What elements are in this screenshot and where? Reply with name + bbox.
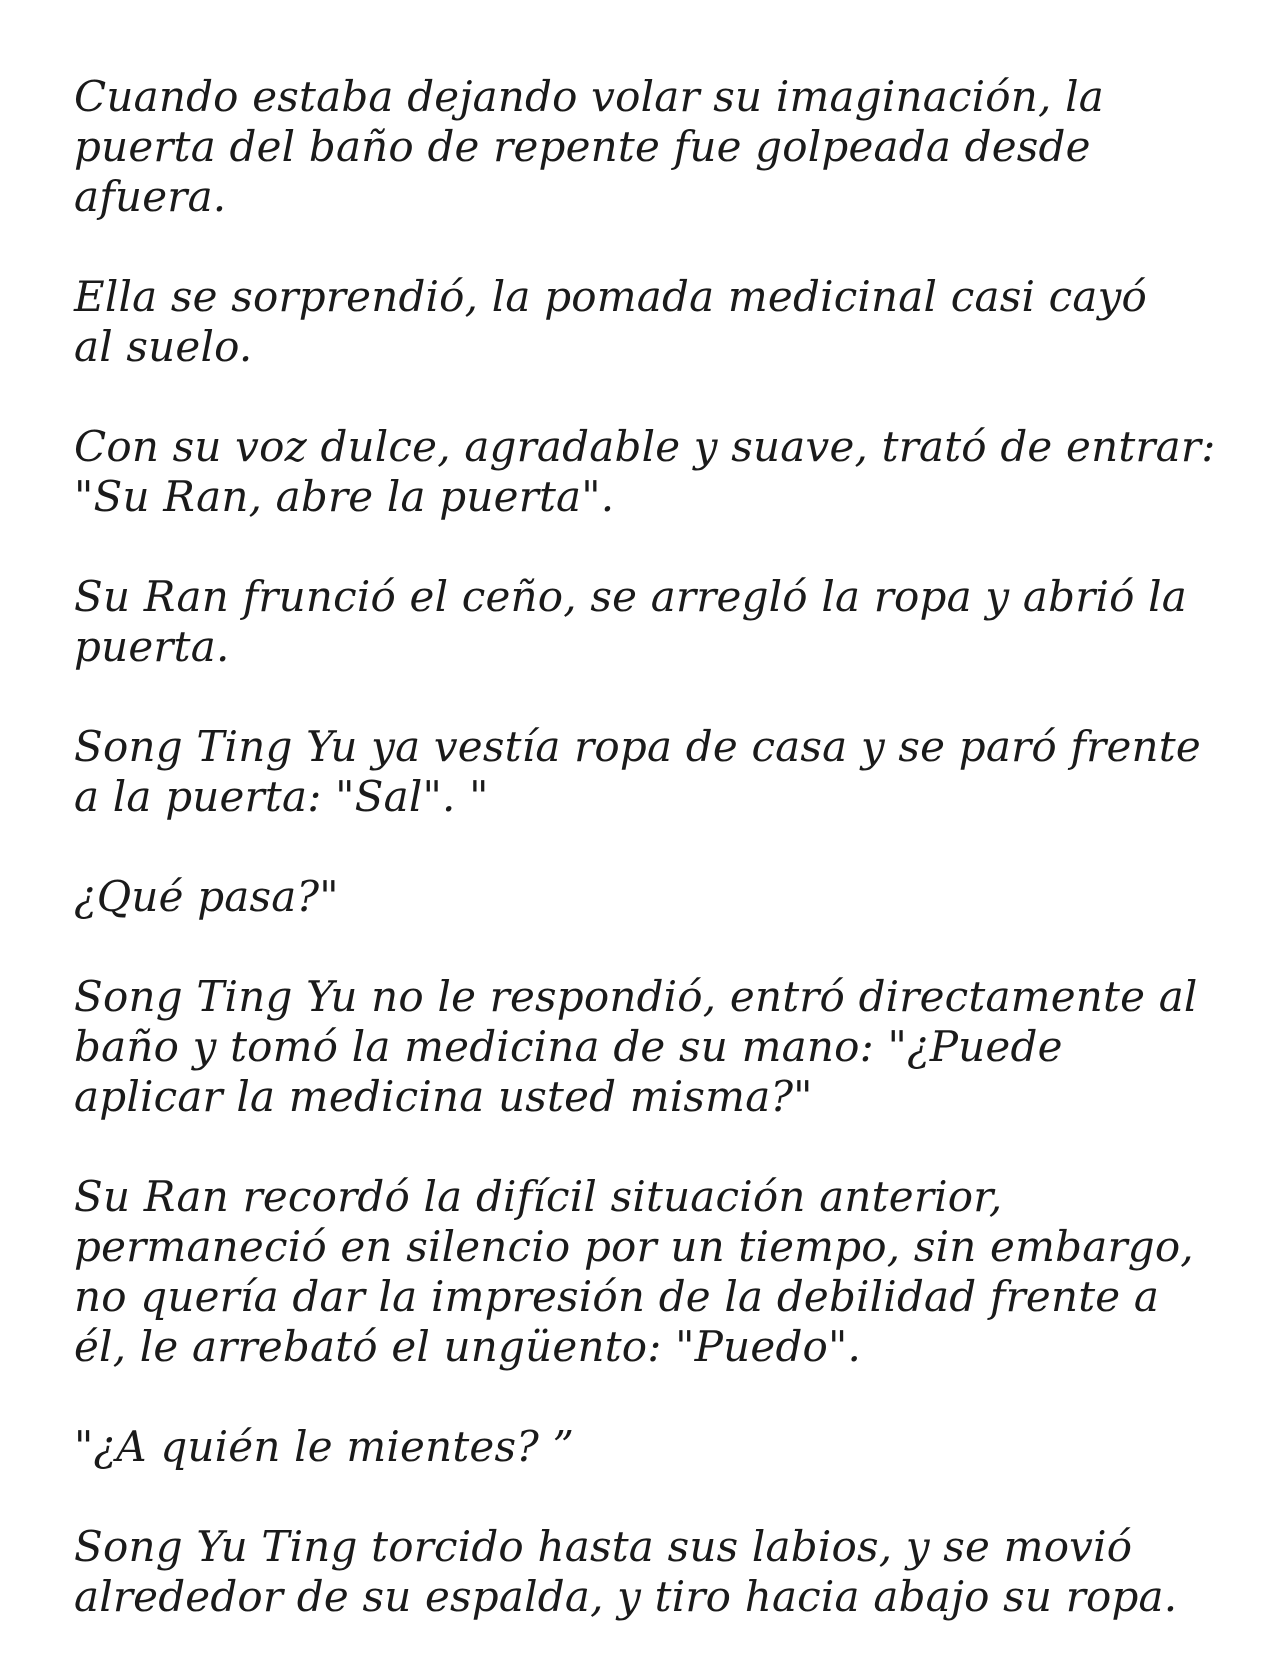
text-line: puerta. — [74, 622, 230, 671]
text-line: Song Yu Ting torcido hasta sus labios, y se movió — [74, 1522, 1133, 1571]
paragraph — [74, 572, 1204, 672]
text-line: ¿Qué pasa?" — [74, 872, 339, 921]
paragraph — [74, 1522, 1204, 1622]
text-line: baño y tomó la medicina de su mano: "¿Puede — [74, 1022, 1063, 1071]
text-line: Cuando estaba dejando volar su imaginación, la — [74, 72, 1105, 121]
text-line: "¿A quién le mientes? ” — [74, 1422, 575, 1471]
text-line: al suelo. — [74, 322, 253, 371]
text-line: Su Ran frunció el ceño, se arregló la ropa y abrió la — [74, 572, 1188, 621]
paragraph — [74, 1172, 1204, 1372]
text-line: Su Ran recordó la difícil situación anterior, — [74, 1172, 1003, 1221]
text-line: a la puerta: "Sal". " — [74, 772, 489, 821]
text-line: Song Ting Yu no le respondió, entró directamente al — [74, 972, 1198, 1021]
paragraph — [74, 1422, 1204, 1472]
text-line: permaneció en silencio por un tiempo, sin embargo, — [74, 1222, 1194, 1271]
text-line: "Su Ran, abre la puerta". — [74, 472, 615, 521]
text-line: aplicar la medicina usted misma?" — [74, 1072, 813, 1121]
text-line: Con su voz dulce, agradable y suave, trató de entrar: — [74, 422, 1216, 471]
paragraph — [74, 72, 1204, 222]
text-line: Song Ting Yu ya vestía ropa de casa y se paró frente — [74, 722, 1201, 771]
text-line: no quería dar la impresión de la debilidad frente a — [74, 1272, 1160, 1321]
paragraph — [74, 872, 1204, 922]
paragraph — [74, 422, 1216, 522]
text-line: Ella se sorprendió, la pomada medicinal casi cayó — [74, 272, 1148, 321]
document-page — [74, 72, 1216, 1672]
text-line: él, le arrebató el ungüento: "Puedo". — [74, 1322, 862, 1371]
text-line: alrededor de su espalda, y tiro hacia abajo su ropa. — [74, 1572, 1178, 1621]
text-line: puerta del baño de repente fue golpeada desde — [74, 122, 1091, 171]
paragraph — [74, 972, 1204, 1122]
paragraph — [74, 272, 1204, 372]
text-line: afuera. — [74, 172, 227, 221]
paragraph — [74, 722, 1204, 822]
